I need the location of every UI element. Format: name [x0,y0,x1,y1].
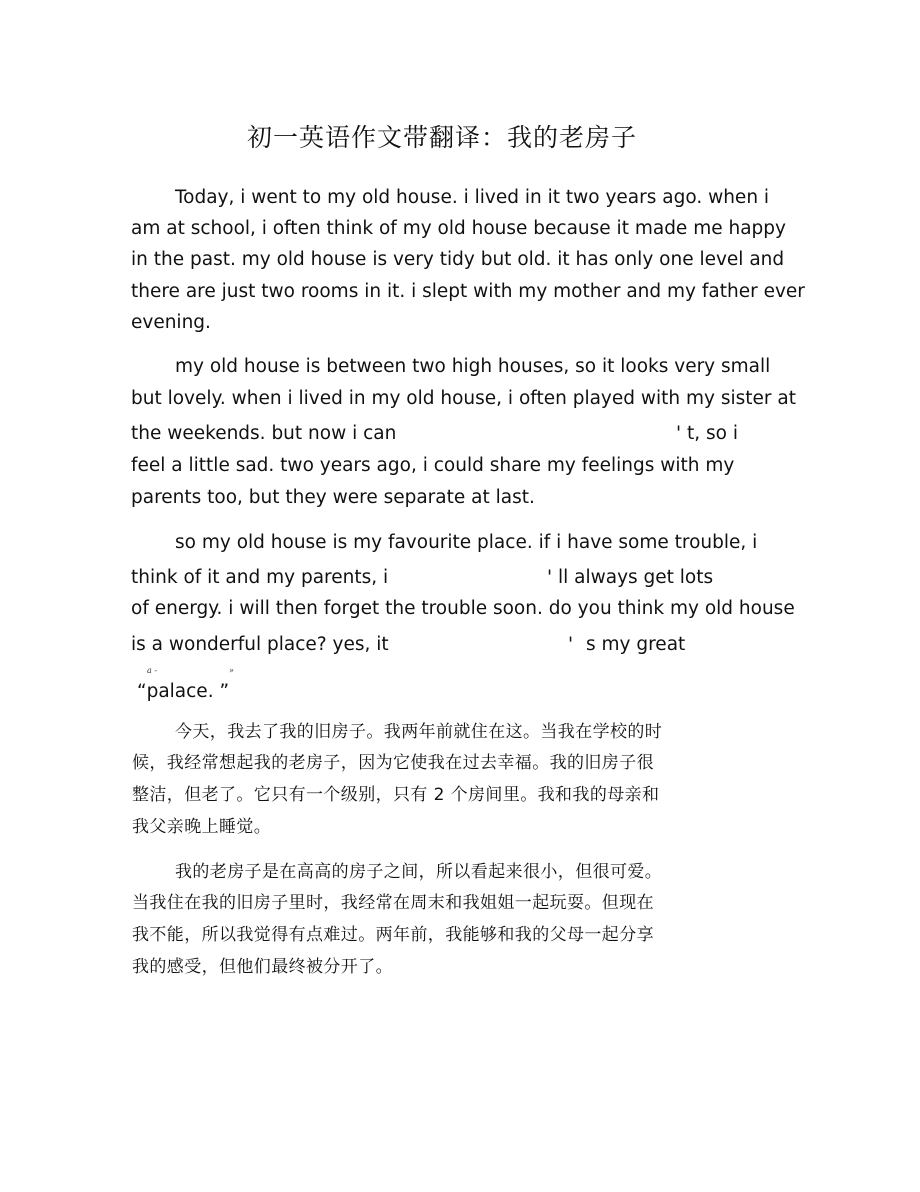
en-p3-line-1: so my old house is my favourite place. if i have some trouble, i [175,532,758,553]
cn-p2-line-3: 我不能，所以我觉得有点难过。两年前，我能够和我的父母一起分享 [132,925,654,945]
cn-p1-line-3: 整洁，但老了。它只有一个级别，只有 2 个房间里。我和我的母亲和 [132,785,660,805]
cn-p1-line-1: 今天，我去了我的旧房子。我两年前就住在这。当我在学校的时 [175,722,663,742]
en-p2-line-3-right: ' t, so i [676,423,738,444]
cn-p2-line-1: 我的老房子是在高高的房子之间，所以看起来很小，但很可爱。 [175,862,663,882]
en-p1-line-2: am at school, i often think of my old house because it made me happy [131,218,786,239]
cn-p1-line-2: 候，我经常想起我的老房子，因为它使我在过去幸福。我的旧房子很 [132,753,654,773]
en-p3-line-2-left: think of it and my parents, i [131,567,389,588]
en-p3-line-2-right: ' ll always get lots [547,567,714,588]
en-p3-line-5: “palace. ” [137,681,230,702]
cn-p2-line-4: 我的感受，但他们最终被分开了。 [132,957,393,977]
stray-mark-left: a - [147,666,158,675]
en-p3-line-4-right: s my great [586,634,686,655]
en-p3-line-3: of energy. i will then forget the trouble soon. do you think my old house [131,598,795,619]
en-p3-line-4-left: is a wonderful place? yes, it [131,634,389,655]
en-p2-line-2: but lovely. when i lived in my old house, i often played with my sister at [131,388,796,409]
en-p1-line-1: Today, i went to my old house. i lived in it two years ago. when i [175,187,770,208]
en-p1-line-4: there are just two rooms in it. i slept with my mother and my father ever [131,281,805,302]
en-p2-line-4: feel a little sad. two years ago, i could share my feelings with my [131,455,735,476]
en-p2-line-3-left: the weekends. but now i can [131,423,397,444]
en-p2-line-1: my old house is between two high houses, so it looks very small [175,356,771,377]
en-p2-line-5: parents too, but they were separate at last. [131,487,535,508]
stray-mark-right: » [229,666,234,675]
document-title: 初一英语作文带翻译：我的老房子 [246,123,637,152]
en-p3-line-4-mid: ' [568,634,574,655]
cn-p1-line-4: 我父亲晚上睡觉。 [132,817,272,837]
en-p1-line-3: in the past. my old house is very tidy but old. it has only one level and [131,249,785,270]
cn-p2-line-2: 当我住在我的旧房子里时，我经常在周末和我姐姐一起玩耍。但现在 [132,893,654,913]
en-p1-line-5: evening. [131,312,211,333]
